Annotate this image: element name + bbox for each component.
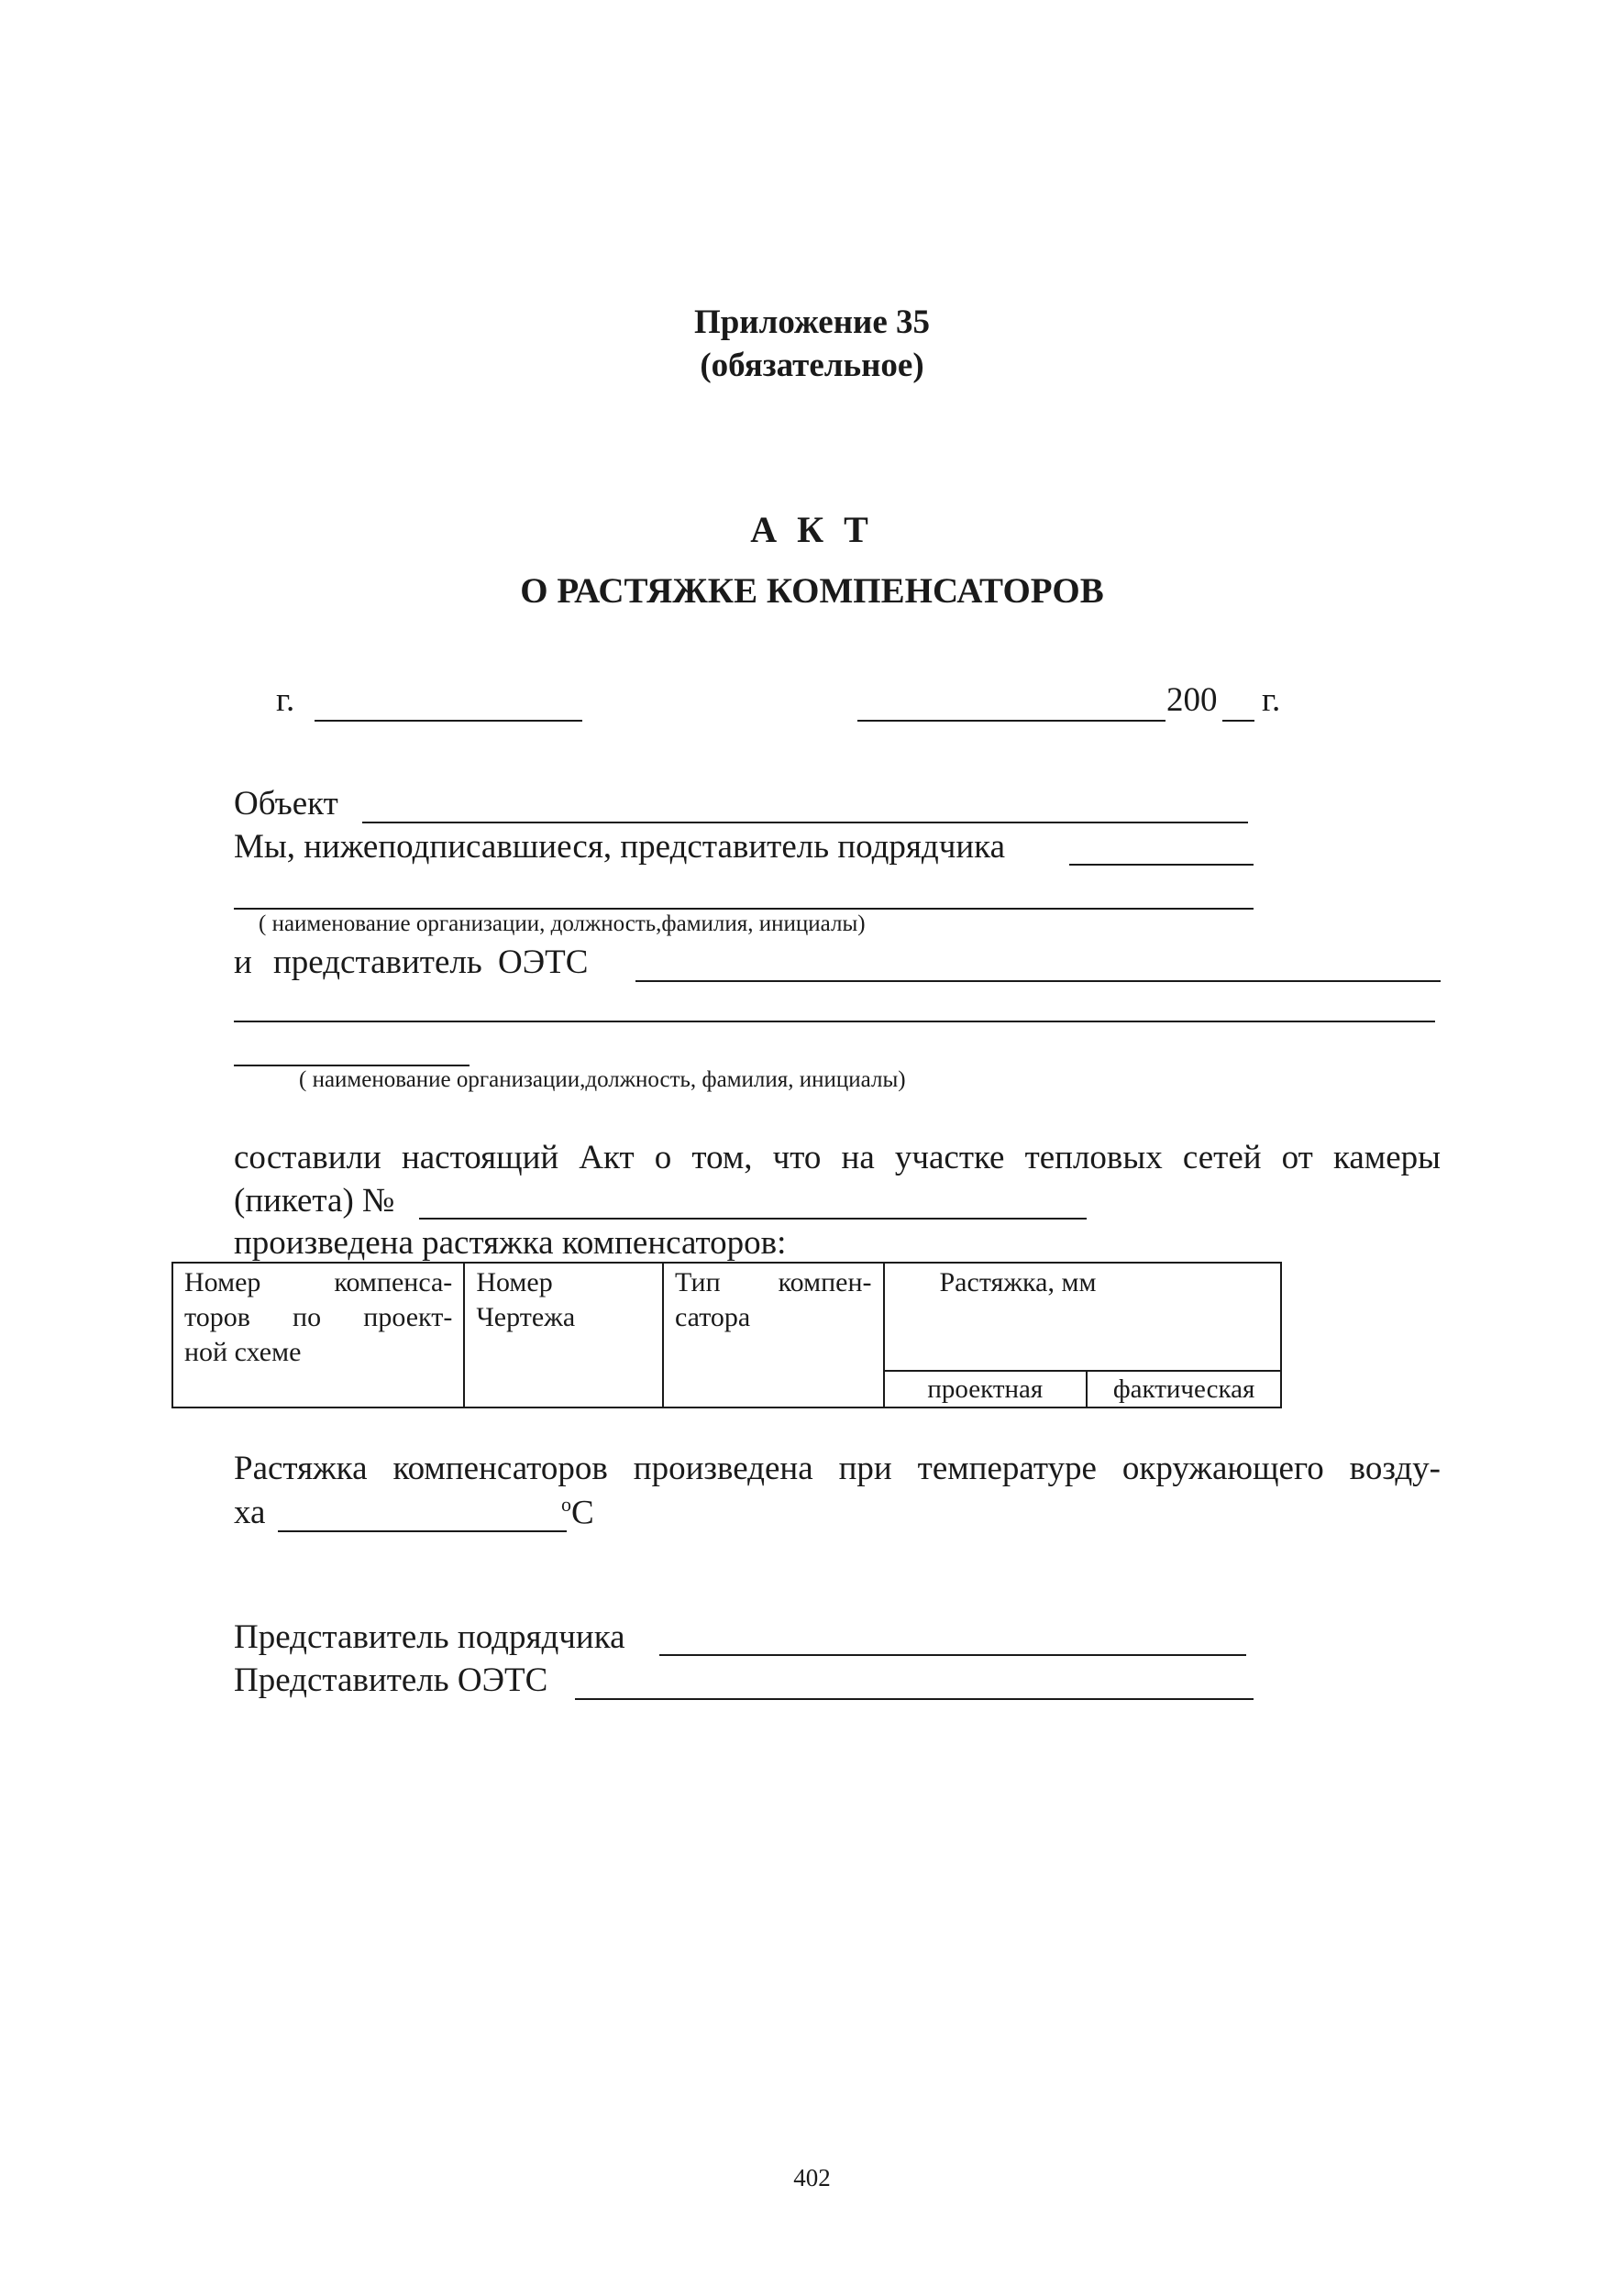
object-field[interactable] xyxy=(362,822,1248,823)
sign-oets-label: Представитель ОЭТС xyxy=(234,1661,548,1699)
degree-symbol: o xyxy=(561,1493,571,1516)
compensator-table xyxy=(171,1262,1282,1408)
appendix-header xyxy=(0,301,1624,387)
oets-rep-field-3[interactable] xyxy=(234,1065,470,1066)
oets-rep-and: и xyxy=(234,944,252,981)
year-field[interactable] xyxy=(1222,720,1254,722)
contractor-caption: ( наименование организации, должность,фамилия, инициалы) xyxy=(259,911,866,936)
col-stretch-mm: Растяжка, мм xyxy=(884,1263,1282,1371)
sign-contractor-field[interactable] xyxy=(659,1654,1246,1656)
city-field[interactable] xyxy=(315,720,582,722)
sub-col-actual: фактическая xyxy=(1087,1371,1281,1407)
col-compensator-number: Номер компенса- торов по проект- ной схеме xyxy=(172,1263,464,1407)
date-field[interactable] xyxy=(857,720,1166,722)
oets-rep-field[interactable] xyxy=(635,980,1441,982)
contractor-rep-label: Мы, нижеподписавшиеся, представитель подрядчика xyxy=(234,828,1005,866)
contractor-rep-field-2[interactable] xyxy=(234,908,1254,910)
contractor-rep-field[interactable] xyxy=(1069,864,1254,866)
sign-oets-field[interactable] xyxy=(575,1698,1254,1700)
statement-line-1: составили настоящий Акт о том, что на участке тепловых сетей от камеры xyxy=(234,1139,1441,1176)
statement-line-3: произведена растяжка компенсаторов: xyxy=(234,1224,787,1262)
col-compensator-type: Тип компен- сатора xyxy=(663,1263,884,1407)
sub-col-design: проектная xyxy=(884,1371,1088,1407)
temperature-field[interactable] xyxy=(278,1530,567,1532)
temperature-line-1: Растяжка компенсаторов произведена при температуре окружающего возду- xyxy=(234,1450,1441,1487)
oets-rep-label: представитель ОЭТС xyxy=(273,944,589,981)
appendix-status: (обязательное) xyxy=(700,347,924,384)
temperature-unit-letter: С xyxy=(571,1494,594,1532)
oets-caption: ( наименование организации,должность, фамилия, инициалы) xyxy=(299,1067,906,1092)
statement-line-2: (пикета) № xyxy=(234,1182,395,1220)
act-title: О РАСТЯЖКЕ КОМПЕНСАТОРОВ xyxy=(520,571,1104,611)
object-label: Объект xyxy=(234,785,338,822)
temperature-unit xyxy=(561,1493,594,1532)
city-prefix: г. xyxy=(276,681,295,719)
year-label: 200 xyxy=(1166,681,1218,719)
col-drawing-number: Номер Чертежа xyxy=(464,1263,663,1407)
oets-rep-field-2[interactable] xyxy=(234,1021,1435,1022)
picket-field[interactable] xyxy=(419,1218,1087,1220)
year-suffix: г. xyxy=(1262,681,1281,719)
temperature-prefix: ха xyxy=(234,1494,266,1531)
sign-contractor-label: Представитель подрядчика xyxy=(234,1618,625,1656)
appendix-number: Приложение 35 xyxy=(693,304,931,341)
act-heading: А К Т xyxy=(750,509,874,550)
page-number: 402 xyxy=(793,2164,831,2191)
